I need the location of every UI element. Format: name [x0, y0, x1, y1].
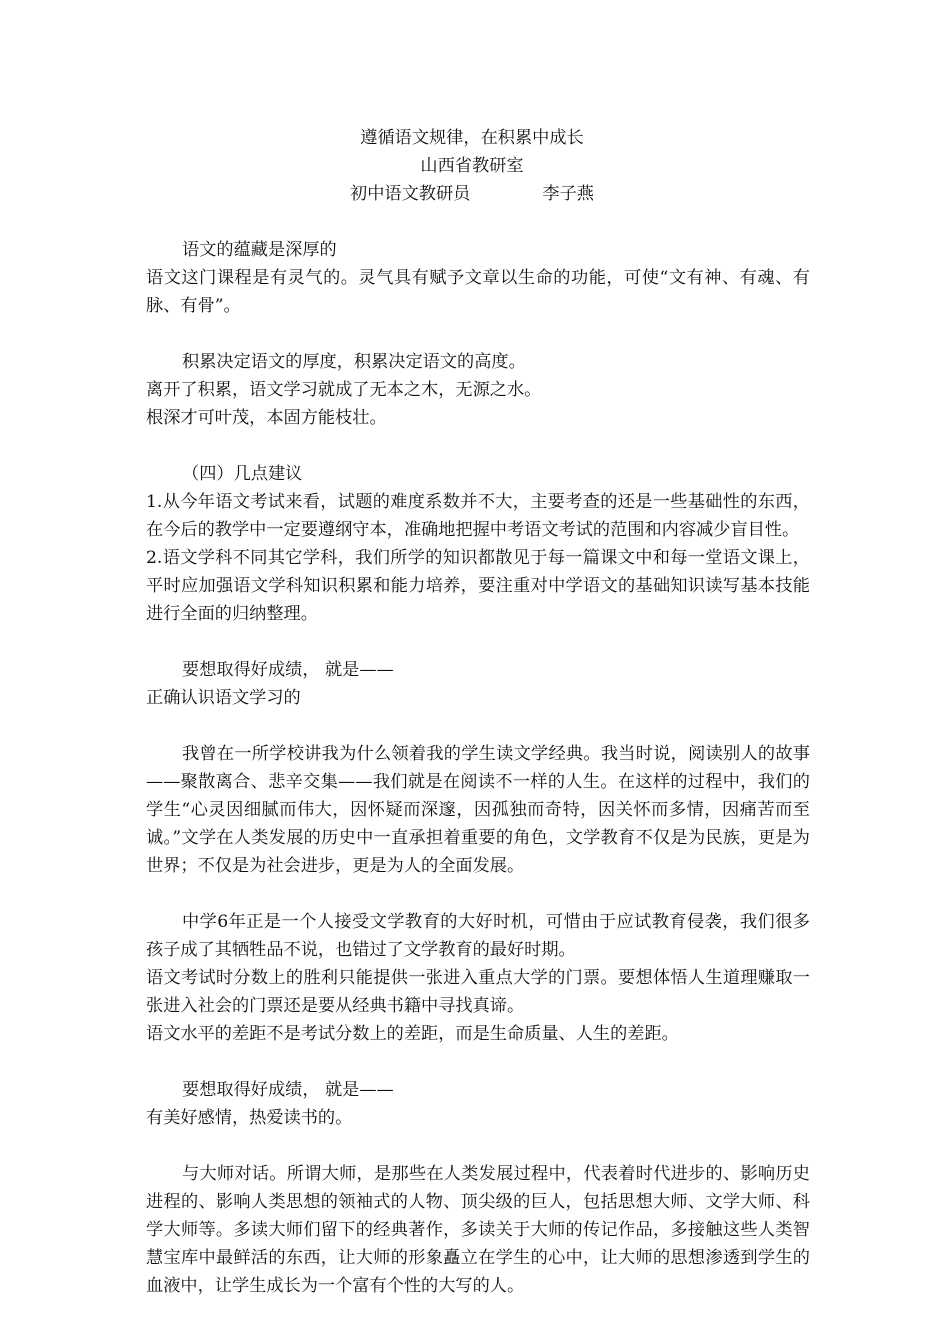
- section-heading: 语文的蕴藏是深厚的: [182, 240, 337, 260]
- section-heading: 积累决定语文的厚度，积累决定语文的高度。: [182, 352, 526, 372]
- section-3: [146, 460, 810, 628]
- section-4: [146, 656, 810, 712]
- section-1: [146, 236, 810, 320]
- section-7: [146, 1076, 810, 1132]
- paragraph: 语文这门课程是有灵气的。灵气具有赋予文章以生命的功能，可使“文有神、有魂、有脉、有骨”。: [146, 268, 810, 316]
- paragraph: 有美好感情，热爱读书的。: [146, 1108, 353, 1128]
- suggestion-item: 2.语文学科不同其它学科，我们所学的知识都散见于每一篇课文中和每一堂语文课上，平时应加强语文学科知识积累和能力培养，要注重对中学语文的基础知识读写基本技能进行全面的归纳整理。: [146, 548, 810, 624]
- section-6: [146, 908, 810, 1048]
- author-organization: 山西省教研室: [420, 156, 524, 176]
- author-name: 李子燕: [542, 184, 594, 204]
- document-title: 遵循语文规律，在积累中成长: [360, 128, 584, 148]
- document-page: [146, 124, 810, 1300]
- section-heading: 要想取得好成绩， 就是——: [182, 660, 394, 680]
- section-8: [146, 1160, 810, 1300]
- paragraph: 语文水平的差距不是考试分数上的差距，而是生命质量、人生的差距。: [146, 1024, 679, 1044]
- paragraph: 根深才可叶茂，本固方能枝壮。: [146, 408, 387, 428]
- paragraph: 与大师对话。所谓大师，是那些在人类发展过程中，代表着时代进步的、影响历史进程的、影响人类思想的领袖式的人物、顶尖级的巨人，包括思想大师、文学大师、科学大师等。多读大师们留下的经典著作，多读关于大师的传记作品，多接触这些人类智慧宝库中最鲜活的东西，让大师的形象矗立在学生的心中，让大师的思想渗透到学生的血液中，让学生成长为一个富有个性的大写的人。: [146, 1164, 810, 1296]
- section-5: [146, 740, 810, 880]
- paragraph: 正确认识语文学习的: [146, 688, 301, 708]
- section-heading: 要想取得好成绩， 就是——: [182, 1080, 394, 1100]
- section-heading: （四）几点建议: [182, 464, 303, 484]
- author-role: 初中语文教研员: [350, 184, 471, 204]
- suggestion-item: 1.从今年语文考试来看，试题的难度系数并不大，主要考查的还是一些基础性的东西，在今后的教学中一定要遵纲守本，准确地把握中考语文考试的范围和内容减少盲目性。: [146, 492, 810, 540]
- section-2: [146, 348, 810, 432]
- paragraph: 中学6年正是一个人接受文学教育的大好时机，可惜由于应试教育侵袭，我们很多孩子成了其牺牲品不说，也错过了文学教育的最好时期。: [146, 912, 810, 960]
- paragraph: 我曾在一所学校讲我为什么领着我的学生读文学经典。我当时说，阅读别人的故事——聚散离合、悲辛交集——我们就是在阅读不一样的人生。在这样的过程中，我们的学生“心灵因细腻而伟大，因怀疑而深邃，因孤独而奇特，因关怀而多情，因痛苦而至诚。”文学在人类发展的历史中一直承担着重要的角色，文学教育不仅是为民族，更是为世界；不仅是为社会进步，更是为人的全面发展。: [146, 744, 810, 876]
- author-line: [134, 180, 810, 208]
- paragraph: 语文考试时分数上的胜利只能提供一张进入重点大学的门票。要想体悟人生道理赚取一张进入社会的门票还是要从经典书籍中寻找真谛。: [146, 968, 810, 1016]
- paragraph: 离开了积累，语文学习就成了无本之木，无源之水。: [146, 380, 542, 400]
- document-header: [134, 124, 810, 208]
